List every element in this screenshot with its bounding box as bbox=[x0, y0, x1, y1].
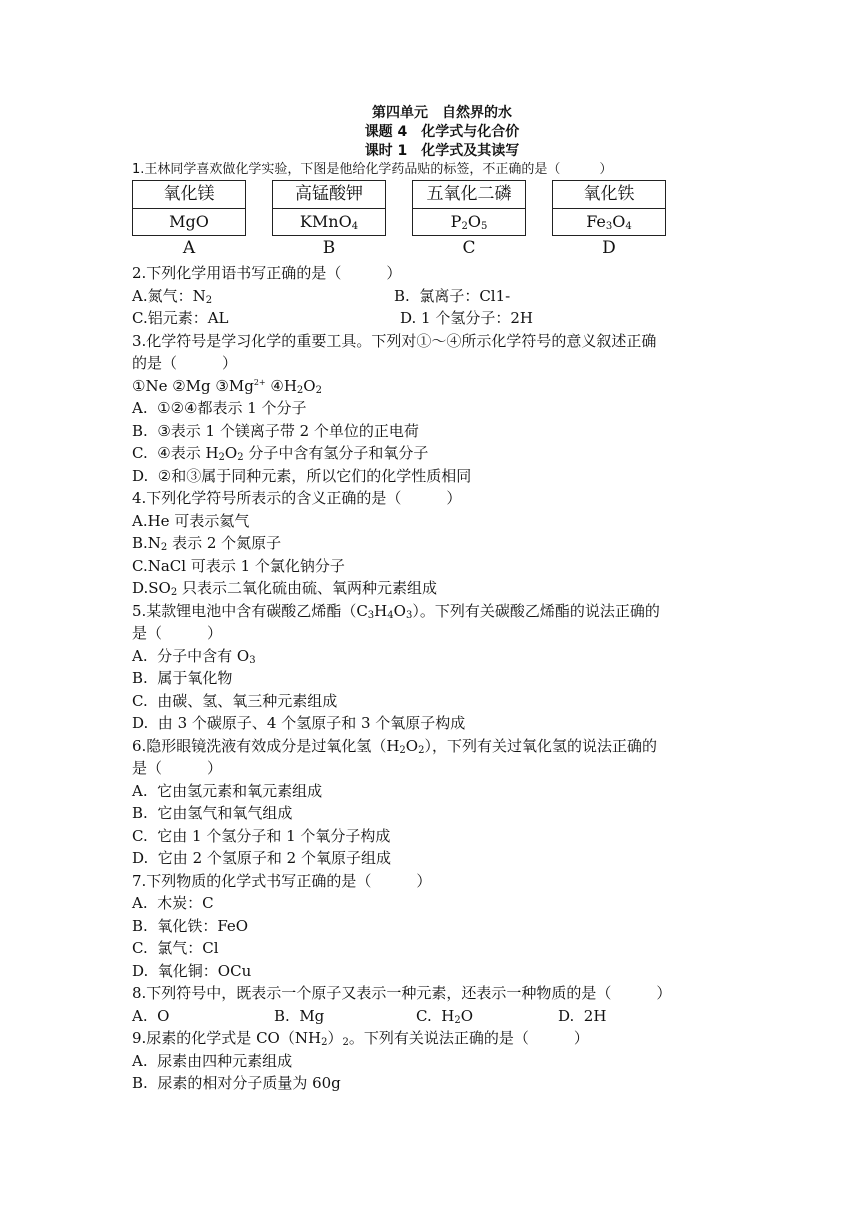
question-7-stem: 7.下列物质的化学式书写正确的是（ ） bbox=[132, 871, 432, 890]
question-2-options-row-1 bbox=[132, 285, 732, 308]
option-letter: B bbox=[322, 238, 336, 258]
option-a: A.氮气：$N_2$ bbox=[132, 286, 213, 306]
option-c: C. 由碳、氢、氧三种元素组成 bbox=[132, 691, 338, 710]
option-a: A. 它由氢元素和氧元素组成 bbox=[132, 781, 323, 800]
option-b: B. 它由氢气和氧气组成 bbox=[132, 804, 293, 822]
reagent-name: 五氧化二磷 bbox=[413, 181, 525, 209]
option-b: B. Mg bbox=[274, 1006, 325, 1025]
option-a: A. ①②④都表示 1 个分子 bbox=[132, 399, 307, 417]
lesson-title: 课时 1 化学式及其读写 bbox=[364, 143, 520, 159]
reagent-label-d bbox=[552, 180, 666, 258]
option-letter: A bbox=[182, 238, 196, 258]
question-4-stem: 4.下列化学符号所表示的含义正确的是（ ） bbox=[132, 489, 462, 507]
reagent-name: 高锰酸钾 bbox=[273, 181, 385, 209]
option-a: A.He 可表示氦气 bbox=[132, 511, 250, 530]
reagent-label-c bbox=[412, 180, 526, 258]
option-c: C. ④表示 $H_2O_2$ 分子中含有氢分子和氧分子 bbox=[132, 444, 429, 463]
option-a: A. O bbox=[132, 1006, 170, 1025]
question-5-stem-1: 5.某款锂电池中含有碳酸乙烯酯$(C_3H_4O_3)$。下列有关碳酸乙烯酯的说法正确的 bbox=[132, 601, 660, 621]
question-1-stem: 1.王林同学喜欢做化学实验，下图是他给化学药品贴的标签，不正确的是（ ） bbox=[132, 162, 613, 177]
option-d: D. 1 个氢分子：2H bbox=[400, 309, 533, 327]
worksheet bbox=[132, 104, 732, 1095]
unit-title: 第四单元 自然界的水 bbox=[372, 105, 512, 121]
option-letter: C bbox=[462, 238, 476, 258]
question-9-stem: 9.尿素的化学式是 $CO(NH_2)_2$。下列有关说法正确的是（ ） bbox=[132, 1029, 589, 1048]
reagent-name: 氧化铁 bbox=[553, 181, 665, 209]
question-1-labels bbox=[132, 180, 732, 262]
option-c: C.铝元素：AL bbox=[132, 309, 229, 327]
option-c: C. $H_2O$ bbox=[416, 1006, 474, 1026]
reagent-formula: $Fe_3O_4$ bbox=[586, 212, 632, 232]
question-3-symbols: ①Ne ②Mg $③Mg^{2+}$ $④H_2O_2$ bbox=[132, 376, 322, 396]
question-3-stem-2: 的是（ ） bbox=[132, 354, 238, 372]
option-c: C. 它由 1 个氢分子和 1 个氧分子构成 bbox=[132, 826, 391, 845]
option-d: D. 氧化铜：OCu bbox=[132, 961, 252, 980]
question-6-stem-1: 6.隐形眼镜洗液有效成分是过氧化氢$(H_2O_2)$，下列有关过氧化氢的说法正确的 bbox=[132, 736, 657, 756]
reagent-label-a bbox=[132, 180, 246, 258]
question-6-stem-2: 是（ ） bbox=[132, 759, 223, 777]
option-d: D. ②和③属于同种元素，所以它们的化学性质相同 bbox=[132, 466, 472, 485]
option-d: D. 它由 2 个氢原子和 2 个氧原子组成 bbox=[132, 849, 391, 867]
topic-title: 课题 4 化学式与化合价 bbox=[364, 124, 520, 140]
option-d: D. 由 3 个碳原子、4 个氢原子和 3 个氧原子构成 bbox=[132, 714, 466, 732]
option-c: C.NaCl 可表示 1 个氯化钠分子 bbox=[132, 556, 345, 575]
question-8-options bbox=[132, 1005, 732, 1028]
option-b: B. 尿素的相对分子质量为 60g bbox=[132, 1074, 341, 1092]
option-d: D. 2H bbox=[558, 1006, 607, 1025]
reagent-formula: $P_2O_5$ bbox=[450, 212, 488, 232]
reagent-name: 氧化镁 bbox=[133, 181, 245, 209]
question-3-stem-1: 3.化学符号是学习化学的重要工具。下列对①～④所示化学符号的意义叙述正确 bbox=[132, 331, 657, 350]
option-b: B. 属于氧化物 bbox=[132, 669, 233, 687]
reagent-formula: KMnO$_4$ bbox=[299, 212, 359, 232]
option-a: A. 分子中含有 $O_3$ bbox=[132, 646, 256, 666]
option-letter: D bbox=[602, 238, 616, 258]
option-b: B. ③表示 1 个镁离子带 2 个单位的正电荷 bbox=[132, 421, 419, 440]
question-2-stem: 2.下列化学用语书写正确的是（ ） bbox=[132, 264, 402, 282]
question-5-stem-2: 是（ ） bbox=[132, 624, 223, 642]
reagent-formula: MgO bbox=[169, 212, 209, 231]
option-d: $D.SO_2$ 只表示二氧化硫由硫、氧两种元素组成 bbox=[132, 579, 437, 598]
option-b: B. 氯离子：Cl1- bbox=[394, 286, 511, 305]
question-8-stem: 8.下列符号中，既表示一个原子又表示一种元素，还表示一种物质的是（ ） bbox=[132, 984, 672, 1002]
question-2-options-row-2 bbox=[132, 307, 732, 330]
option-c: C. 氯气：Cl bbox=[132, 939, 219, 957]
option-a: A. 木炭：C bbox=[132, 894, 214, 912]
option-b: $B.N_2$ 表示 2 个氮原子 bbox=[132, 534, 282, 553]
reagent-label-b bbox=[272, 180, 386, 258]
worksheet-header bbox=[152, 104, 732, 161]
option-a: A. 尿素由四种元素组成 bbox=[132, 1051, 293, 1070]
option-b: B. 氧化铁：FeO bbox=[132, 916, 249, 935]
